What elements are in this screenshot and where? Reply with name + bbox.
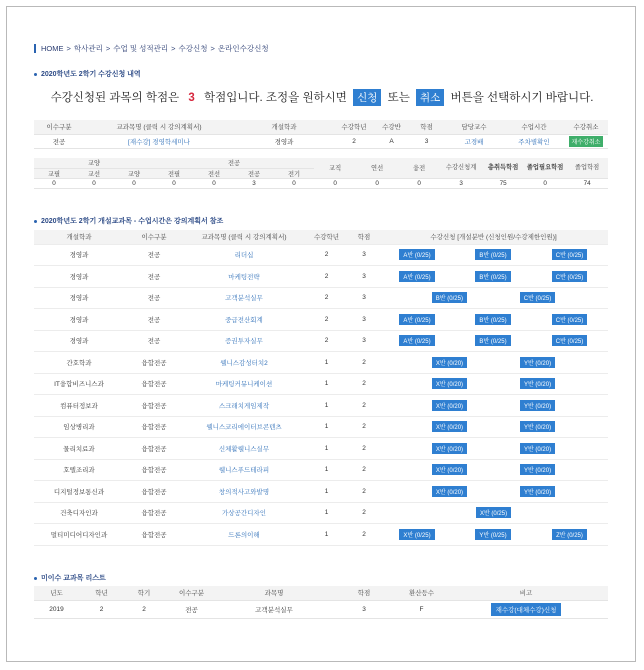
schedule-link[interactable]: 주차별확인 xyxy=(504,134,564,148)
class-section-button[interactable]: X반 (0/25) xyxy=(399,529,434,540)
course-credit: 2 xyxy=(349,502,379,524)
courses-header-row: 개설학과 이수구분 교과목명 (클릭 시 강의계획서) 수강학년 학점 수강신청 [개설분반 (신청인원/수강제한인원)] xyxy=(34,230,608,244)
course-row xyxy=(34,524,608,546)
course-row xyxy=(34,459,608,481)
breadcrumb-academic[interactable]: 학사관리 xyxy=(73,44,103,53)
credit-values-row: 0 0 0 0 0 3 0 0 0 0 3 75 0 74 xyxy=(34,178,608,188)
course-name-link[interactable]: 웰니스감성터치2 xyxy=(184,352,304,374)
retake-cancel-button[interactable]: 재수강취소 xyxy=(569,136,604,147)
course-name-link[interactable]: 중급전산회계 xyxy=(184,309,304,331)
failed-course-row: 2019 2 2 전공 고객분석실무 3 F 재수강(대체수강)신청 xyxy=(34,600,608,618)
class-section-button[interactable]: Y반 (0/20) xyxy=(520,443,555,454)
course-type: 전공 xyxy=(124,309,184,331)
section-courses-title: 2020학년도 2학기 개설교과목 - 수업시간은 강의계획서 참조 xyxy=(34,216,223,226)
course-year: 1 xyxy=(304,502,349,524)
class-section-button[interactable]: Y반 (0/20) xyxy=(520,464,555,475)
credit-count: 3 xyxy=(188,92,195,104)
class-section-button[interactable]: B반 (0/25) xyxy=(475,249,510,260)
class-section-button[interactable]: B반 (0/25) xyxy=(475,271,510,282)
course-name-link[interactable]: 리더십 xyxy=(184,244,304,266)
course-year: 2 xyxy=(304,287,349,309)
course-year: 1 xyxy=(304,459,349,481)
course-name-link[interactable]: 증권투자실무 xyxy=(184,330,304,352)
class-section-button[interactable]: X반 (0/20) xyxy=(432,400,467,411)
course-year: 1 xyxy=(304,416,349,438)
apply-button-label: 신청 xyxy=(353,89,381,106)
course-row xyxy=(34,373,608,395)
course-dept: 경영과 xyxy=(34,266,124,288)
breadcrumb-bar xyxy=(34,44,36,53)
class-section-button[interactable]: X반 (0/20) xyxy=(432,443,467,454)
courses-table xyxy=(34,230,608,546)
course-type: 전공 xyxy=(124,330,184,352)
course-row xyxy=(34,481,608,503)
course-row xyxy=(34,330,608,352)
class-section-button[interactable]: A반 (0/25) xyxy=(399,249,434,260)
course-type: 전공 xyxy=(124,244,184,266)
course-credit: 3 xyxy=(349,330,379,352)
course-dept: 컴퓨터정보과 xyxy=(34,395,124,417)
course-type: 전공 xyxy=(124,287,184,309)
group-liberal: 교양 xyxy=(34,158,154,168)
breadcrumb-home[interactable]: HOME xyxy=(41,44,64,53)
course-type: 융합전공 xyxy=(124,502,184,524)
course-dept: 멀티미디어디자인과 xyxy=(34,524,124,546)
course-dept: 경영과 xyxy=(34,287,124,309)
course-credit: 3 xyxy=(349,266,379,288)
course-type: 융합전공 xyxy=(124,459,184,481)
class-section-button[interactable]: Y반 (0/20) xyxy=(520,357,555,368)
course-type: 융합전공 xyxy=(124,352,184,374)
course-row xyxy=(34,266,608,288)
course-row xyxy=(34,244,608,266)
credit-notice: 수강신청된 과목의 학점은 3 학점입니다. 조정을 원하시면 신청 또는 취소 버튼을 선택하시기 바랍니다. xyxy=(0,89,644,106)
class-section-button[interactable]: X반 (0/20) xyxy=(432,357,467,368)
class-section-button[interactable]: C반 (0/25) xyxy=(552,314,587,325)
course-credit: 3 xyxy=(349,309,379,331)
bullet-icon xyxy=(34,220,37,223)
course-credit: 2 xyxy=(349,438,379,460)
course-year: 2 xyxy=(304,309,349,331)
enrolled-table xyxy=(34,120,608,149)
class-section-button[interactable]: C반 (0/25) xyxy=(552,249,587,260)
course-credit: 2 xyxy=(349,459,379,481)
class-section-button[interactable]: X반 (0/20) xyxy=(432,486,467,497)
course-name-link[interactable]: 마케팅커뮤니케이션 xyxy=(184,373,304,395)
course-dept: 호텔조리과 xyxy=(34,459,124,481)
course-name-link[interactable]: 창의적사고와발명 xyxy=(184,481,304,503)
course-dept: 간호학과 xyxy=(34,352,124,374)
course-year: 1 xyxy=(304,373,349,395)
class-section-button[interactable]: C반 (0/25) xyxy=(520,292,555,303)
course-name-link[interactable]: 웰니스푸드테라피 xyxy=(184,459,304,481)
class-section-button[interactable]: Y반 (0/25) xyxy=(475,529,510,540)
course-row xyxy=(34,438,608,460)
class-section-button[interactable]: X반 (0/20) xyxy=(432,421,467,432)
course-year: 2 xyxy=(304,244,349,266)
course-dept: 물리치료과 xyxy=(34,438,124,460)
enrolled-header-row: 이수구분 교과목명 (클릭 시 강의계획서) 개설학과 수강학년 수강반 학점 담당교수 수업시간 수강취소 xyxy=(34,120,608,134)
course-credit: 2 xyxy=(349,352,379,374)
cancel-button-label: 취소 xyxy=(416,89,444,106)
course-dept: 경영과 xyxy=(34,244,124,266)
section-failed-title: 미이수 교과목 리스트 xyxy=(34,573,106,583)
section-enrolled-title: 2020학년도 2학기 수강신청 내역 xyxy=(34,69,141,79)
class-section-button[interactable]: C반 (0/25) xyxy=(552,271,587,282)
course-year: 2 xyxy=(304,330,349,352)
professor-link[interactable]: 고경배 xyxy=(444,134,504,148)
course-dept: 디지털정보통신과 xyxy=(34,481,124,503)
course-name-link[interactable]: 고객분석실무 xyxy=(184,287,304,309)
course-type: 융합전공 xyxy=(124,524,184,546)
class-section-button[interactable]: A반 (0/25) xyxy=(399,314,434,325)
class-section-button[interactable]: Y반 (0/20) xyxy=(520,378,555,389)
course-row xyxy=(34,416,608,438)
course-type: 융합전공 xyxy=(124,373,184,395)
course-type: 융합전공 xyxy=(124,438,184,460)
course-type: 전공 xyxy=(124,266,184,288)
course-name-link[interactable]: 드론의이해 xyxy=(184,524,304,546)
class-section-button[interactable]: X반 (0/25) xyxy=(476,507,511,518)
course-type: 융합전공 xyxy=(124,481,184,503)
class-section-button[interactable]: X반 (0/20) xyxy=(432,464,467,475)
class-section-button[interactable]: A반 (0/25) xyxy=(399,335,434,346)
course-dept: 경영과 xyxy=(34,309,124,331)
class-section-button[interactable]: B반 (0/25) xyxy=(432,292,467,303)
group-major: 전공 xyxy=(154,158,314,168)
course-dept: IT융합비즈니스과 xyxy=(34,373,124,395)
course-type: 융합전공 xyxy=(124,395,184,417)
breadcrumb-online-registration: 온라인수강신청 xyxy=(217,44,269,53)
breadcrumb-registration[interactable]: 수강신청 xyxy=(178,44,208,53)
course-year: 1 xyxy=(304,524,349,546)
course-year: 1 xyxy=(304,481,349,503)
course-dept: 임상병리과 xyxy=(34,416,124,438)
course-year: 1 xyxy=(304,352,349,374)
course-name-link[interactable]: 스크래치게임제작 xyxy=(184,395,304,417)
course-credit: 2 xyxy=(349,481,379,503)
course-row xyxy=(34,287,608,309)
breadcrumb-class-grade[interactable]: 수업 및 성적관리 xyxy=(113,44,169,53)
class-section-button[interactable]: B반 (0/25) xyxy=(475,314,510,325)
failed-courses-table: 년도 학년 학기 이수구분 과목명 학점 환산등수 비고 2019 2 2 전공 고객분석실무 3 F 재수강(대체수강)신청 xyxy=(34,586,608,619)
enrolled-row: 전공 [재수강] 경영학세미나 경영과 2 A 3 고경배 주차별확인 재수강취소 xyxy=(34,134,608,148)
class-section-button[interactable]: X반 (0/20) xyxy=(432,378,467,389)
class-section-button[interactable]: Y반 (0/20) xyxy=(520,400,555,411)
class-section-button[interactable]: Z반 (0/25) xyxy=(552,529,587,540)
course-credit: 2 xyxy=(349,416,379,438)
course-name-link[interactable]: 웰니스코리에이터브콘텐츠 xyxy=(184,416,304,438)
course-row xyxy=(34,309,608,331)
course-type: 융합전공 xyxy=(124,416,184,438)
credit-summary-table: 교양 전공 교직 연선 융전 수강신청계 총취득학점 졸업필요학점 졸업학점 교필 교선 교양 전필 전선 전공 전기 0 0 0 0 0 3 0 0 0 0 3 75 0 74 xyxy=(34,158,608,189)
course-name-link[interactable]: 신체활웰니스실무 xyxy=(184,438,304,460)
course-credit: 2 xyxy=(349,524,379,546)
bullet-icon xyxy=(34,73,37,76)
course-credit: 2 xyxy=(349,373,379,395)
course-row xyxy=(34,395,608,417)
course-credit: 3 xyxy=(349,244,379,266)
breadcrumb: HOME > 학사관리 > 수업 및 성적관리 > 수강신청 > 온라인수강신청 xyxy=(34,43,272,54)
bullet-icon xyxy=(34,577,37,580)
class-section-button[interactable]: Y반 (0/20) xyxy=(520,421,555,432)
course-credit: 3 xyxy=(349,287,379,309)
course-year: 1 xyxy=(304,395,349,417)
course-name-link[interactable]: 가상공간디자인 xyxy=(184,502,304,524)
retake-apply-button[interactable]: 재수강(대체수강)신청 xyxy=(491,603,562,616)
course-row xyxy=(34,502,608,524)
course-year: 1 xyxy=(304,438,349,460)
class-section-button[interactable]: A반 (0/25) xyxy=(399,271,434,282)
class-section-button[interactable]: B반 (0/25) xyxy=(475,335,510,346)
course-dept: 경영과 xyxy=(34,330,124,352)
enrolled-course-link[interactable]: [재수강] 경영학세미나 xyxy=(84,134,234,148)
course-year: 2 xyxy=(304,266,349,288)
course-name-link[interactable]: 마케팅전략 xyxy=(184,266,304,288)
course-row xyxy=(34,352,608,374)
class-section-button[interactable]: C반 (0/25) xyxy=(552,335,587,346)
class-section-button[interactable]: Y반 (0/20) xyxy=(520,486,555,497)
course-credit: 2 xyxy=(349,395,379,417)
course-dept: 건축디자인과 xyxy=(34,502,124,524)
